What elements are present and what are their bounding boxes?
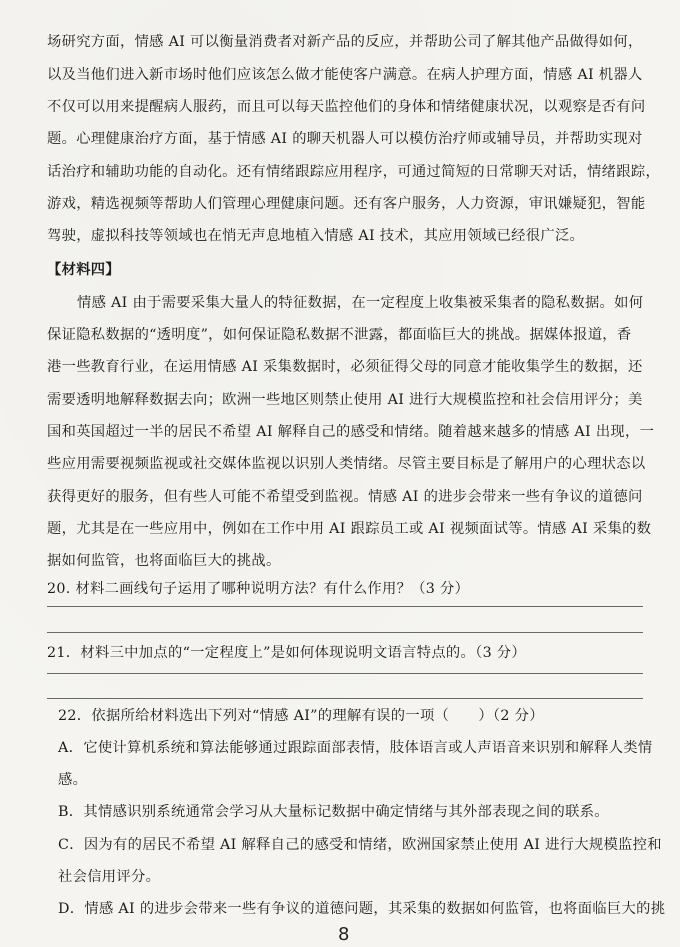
text-line: 题，尤其是在一些应用中，例如在工作中用 AI 跟踪员工或 AI 视频面试等。情感 AI 采集的数 xyxy=(47,521,652,537)
text-line: 游戏，精选视频等帮助人们管理心理健康问题。还有客户服务，人力资源，审讯嫌疑犯，智能 xyxy=(47,196,646,212)
text-line: 保证隐私数据的“透明度”，如何保证隐私数据不泄露，都面临巨大的挑战。据媒体报道，香 xyxy=(47,327,632,343)
option-c: 社会信用评分。 xyxy=(58,869,161,885)
text-line: 获得更好的服务，但有些人可能不希望受到监视。情感 AI 的进步会带来一些有争议的道德问 xyxy=(47,489,643,505)
text-line: 国和英国超过一半的居民不希望 AI 解释自己的感受和情绪。随着越来越多的情感 AI 出现，一 xyxy=(47,424,655,440)
text-line: 不仅可以用来提醒病人服药，而且可以每天监控他们的身体和情绪健康状况，以观察是否有问 xyxy=(47,99,646,115)
option-a: 感。 xyxy=(58,772,88,788)
question-21: 21．材料三中加点的“一定程度上”是如何体现说明文语言特点的。（3 分） xyxy=(47,645,527,661)
question-20: 20. 材料二画线句子运用了哪种说明方法？有什么作用？（3 分） xyxy=(47,581,470,597)
option-a: A．它使计算机系统和算法能够通过跟踪面部表情，肢体语言或人声语音来识别和解释人类情 xyxy=(58,740,653,756)
text-line: 场研究方面，情感 AI 可以衡量消费者对新产品的反应，并帮助公司了解其他产品做得如何， xyxy=(47,34,643,50)
answer-line[interactable] xyxy=(47,698,643,699)
text-line: 情感 AI 由于需要采集大量人的特征数据，在一定程度上收集被采集者的隐私数据。如何 xyxy=(77,295,644,311)
section-heading: 【材料四】 xyxy=(47,262,120,278)
text-line: 以及当他们进入新市场时他们应该怎么做才能使客户满意。在病人护理方面，情感 AI 机器人 xyxy=(47,67,643,83)
option-c: C．因为有的居民不希望 AI 解释自己的感受和情绪，欧洲国家禁止使用 AI 进行大规模监控和 xyxy=(58,837,662,853)
option-d: D．情感 AI 的进步会带来一些有争议的道德问题，其采集的数据如何监管，也将面临巨大的挑 xyxy=(58,901,666,917)
page-number: 8 xyxy=(338,924,350,945)
question-22: 22．依据所给材料选出下列对“情感 AI”的理解有误的一项（ ）（2 分） xyxy=(58,708,544,724)
text-line: 港一些教育行业，在运用情感 AI 采集数据时，必须征得父母的同意才能收集学生的数据，还 xyxy=(47,359,643,375)
text-line: 些应用需要视频监视或社交媒体监视以识别人类情绪。尽管主要目标是了解用户的心理状态以 xyxy=(47,456,646,472)
answer-line[interactable] xyxy=(47,673,643,674)
text-line: 话治疗和辅助功能的自动化。还有情绪跟踪应用程序，可通过简短的日常聊天对话，情绪跟踪， xyxy=(47,164,661,180)
answer-line[interactable] xyxy=(47,632,643,633)
text-line: 题。心理健康治疗方面，基于情感 AI 的聊天机器人可以模仿治疗师或辅导员，并帮助实现对 xyxy=(47,131,643,147)
option-b: B．其情感识别系统通常会学习从大量标记数据中确定情绪与其外部表现之间的联系。 xyxy=(58,804,609,820)
text-line: 需要透明地解释数据去向；欧洲一些地区则禁止使用 AI 进行大规模监控和社会信用评分；美 xyxy=(47,392,643,408)
text-line: 据如何监管，也将面临巨大的挑战。 xyxy=(47,553,281,569)
text-line: 驾驶，虚拟科技等领域也在悄无声息地植入情感 AI 技术，其应用领域已经很广泛。 xyxy=(47,228,585,244)
answer-line[interactable] xyxy=(47,606,643,607)
